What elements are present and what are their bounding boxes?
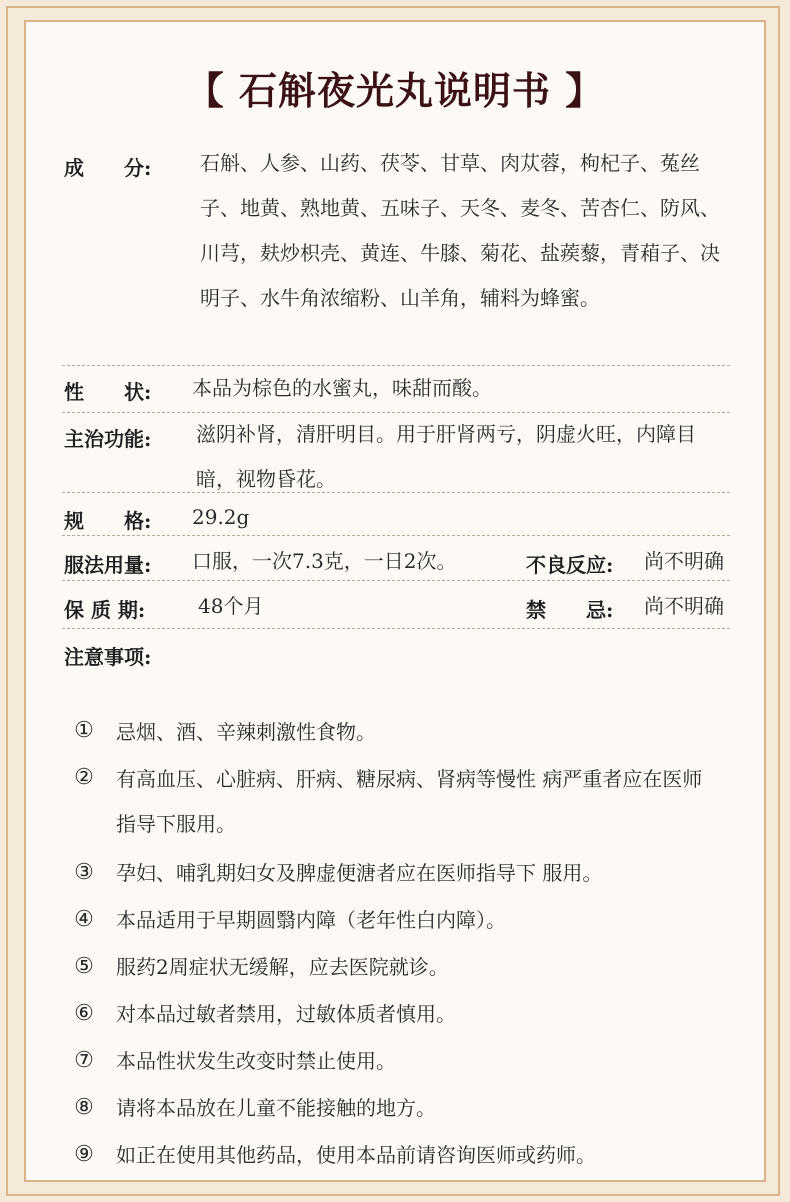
note-number: ⑧: [74, 1095, 94, 1120]
properties-value: 本品为棕色的水蜜丸，味甜而酸。: [192, 376, 492, 400]
divider: [62, 535, 730, 536]
note-item: 对本品过敏者禁用，过敏体质者慎用。: [116, 1002, 456, 1026]
contraindications-value: 尚不明确: [644, 594, 724, 618]
spec-label: 规 格:: [64, 509, 152, 533]
contraindications-label: 禁 忌:: [526, 598, 614, 622]
note-number: ③: [74, 860, 94, 885]
note-item: 本品性状发生改变时禁止使用。: [116, 1049, 396, 1073]
dosage-value: 口服，一次7.3克，一日2次。: [192, 549, 457, 573]
note-number: ④: [74, 907, 94, 932]
page-title: 【 石斛夜光丸说明书 】: [185, 68, 605, 113]
ingredients-label: 成 分:: [64, 156, 152, 180]
indications-label: 主治功能:: [64, 427, 152, 451]
ingredients-value: 石斛、人参、山药、茯苓、甘草、肉苁蓉，枸杞子、菟丝子、地黄、熟地黄、五味子、天冬、麦冬、苦杏仁、防风、川芎，麸炒枳壳、黄连、牛膝、菊花、盐蒺藜，青葙子、决明子、水牛角浓缩粉、山羊角，辅料为蜂蜜。: [200, 151, 720, 310]
dosage-label: 服法用量:: [64, 553, 152, 577]
properties-label: 性 状:: [64, 380, 152, 404]
note-item: 有高血压、心脏病、肝病、糖尿病、肾病等慢性 病严重者应在医师指导下服用。: [116, 767, 703, 836]
note-item: 本品适用于早期圆翳内障（老年性白内障）。: [116, 908, 506, 932]
indications-value: 滋阴补肾，清肝明目。用于肝肾两亏，阴虚火旺，内障目暗，视物昏花。: [196, 422, 696, 491]
note-number: ⑨: [74, 1142, 94, 1167]
note-number: ⑥: [74, 1001, 94, 1026]
note-item: 孕妇、哺乳期妇女及脾虚便溏者应在医师指导下 服用。: [116, 861, 603, 885]
note-item: 如正在使用其他药品，使用本品前请咨询医师或药师。: [116, 1143, 596, 1167]
divider: [62, 580, 730, 581]
divider: [62, 628, 730, 629]
note-item: 请将本品放在儿童不能接触的地方。: [116, 1096, 436, 1120]
notes-label: 注意事项:: [64, 645, 152, 669]
spec-value: 29.2g: [192, 505, 250, 529]
note-number: ②: [74, 765, 94, 790]
adverse-value: 尚不明确: [644, 549, 724, 573]
note-item: 忌烟、酒、辛辣刺激性食物。: [116, 720, 376, 744]
note-number: ⑦: [74, 1048, 94, 1073]
shelf-life-value: 48个月: [198, 594, 264, 618]
shelf-life-label: 保 质 期:: [64, 598, 146, 622]
note-number: ⑤: [74, 954, 94, 979]
note-number: ①: [74, 718, 94, 743]
divider: [62, 492, 730, 493]
adverse-label: 不良反应:: [526, 553, 614, 577]
note-item: 服药2周症状无缓解，应去医院就诊。: [116, 955, 449, 979]
